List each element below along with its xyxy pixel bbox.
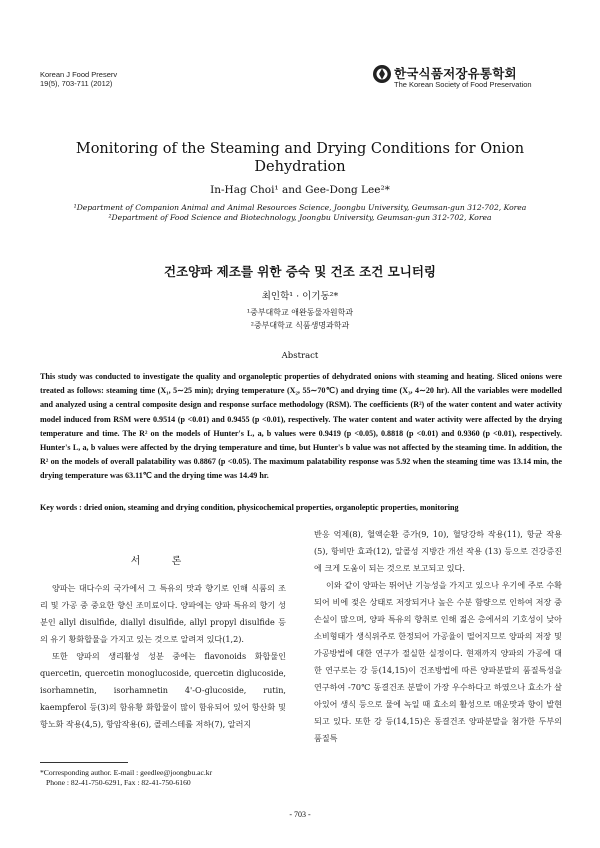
korean-authors: 최인학¹ · 이기동²*	[261, 291, 339, 302]
paragraph: 또한 양파의 생리활성 성분 중에는 flavonoids 화합물인 quercetin, quercetin monoglucoside, quercetin diglucoside, isorhamnetin, isorhamnetin 4'-O-glucoside, rutin, kaempferol 등(3)의 함유황 화합물이 많이 함유되어 있어 항산화 및 항노화 작용(4,5), 항암작용(6), 콜레스테롤 저하(7), 알러지	[40, 651, 286, 729]
korean-affiliation-2: ²중부대학교 식품생명과학과	[250, 321, 350, 330]
society-name-english: The Korean Society of Food Preservation	[394, 80, 532, 89]
journal-citation	[40, 70, 117, 88]
abstract-heading: Abstract	[281, 351, 319, 361]
footnote-divider	[40, 762, 128, 763]
korean-title: 건조양파 제조를 위한 증숙 및 건조 조건 모니터링	[164, 264, 436, 279]
journal-volume: 19(5), 703-711 (2012)	[40, 79, 113, 88]
society-logo-icon	[372, 64, 392, 84]
journal-name: Korean J Food Preserv	[40, 70, 118, 79]
left-column	[40, 580, 286, 733]
page-number: - 703 -	[289, 810, 311, 819]
affiliation-1: ¹Department of Companion Animal and Animal Resources Science, Joongbu University, Geumsan-gun 312-702, Korea	[73, 203, 527, 212]
affiliation-2: ²Department of Food Science and Biotechnology, Joongbu University, Geumsan-gun 312-702, Korea	[108, 213, 492, 222]
footnote-phone: Phone : 82-41-750-6291, Fax : 82-41-750-6160	[46, 778, 191, 787]
society-name-korean: 한국식품저장유통학회	[394, 66, 517, 81]
paragraph: 반응 억제(8), 혈액순환 증가(9, 10), 혈당강하 작용(11), 항균 작용(5), 항비만 효과(12), 알콜성 지방간 개선 작용 (13) 등으로 건강증진에 크게 도움이 되는 것으로 보고되고 있다.	[314, 529, 562, 573]
corresponding-author-footnote	[40, 768, 212, 788]
keywords: Key words : dried onion, steaming and drying condition, physicochemical properties, organoleptic properties, monitoring	[40, 503, 459, 512]
abstract-text: This study was conducted to investigate the quality and organoleptic properties of dehydrated onions with steaming and heating. Sliced onions were treated as follows: steaming time (X₁, 5∼25 min); drying temperature (X₂, 55∼70℃) and drying time (X₃, 4∼20 hr). All the variables were modelled and analyzed using a central composite design and response surface methodology (RSM). The coefficients (R²) of the water content and water activity model induced from RSM were 0.9514 (p <0.01) and 0.9455 (p <0.01), respectively. The water content and water activity were affected by the drying temperature and time. The R² on the models of Hunter's L, a, b values were 0.9419 (p <0.05), 0.8818 (p <0.01) and 0.9360 (p <0.01), respectively. Hunter's L, a, b values were affected by the drying temperature and time, but Hunter's b value was not affected by the steaming time. In addition, the R² on the models of overall palatability was 0.8867 (p <0.05). The maximum palatability response was 5.92 when the steaming time was 13.14 min, the drying temperature was 63.11℃ and the drying time was 14.49 hr.	[40, 372, 562, 481]
korean-affiliation-1: ¹중부대학교 애완동물자원학과	[246, 308, 354, 317]
paper-title: Monitoring of the Steaming and Drying Conditions for Onion Dehydration	[75, 141, 525, 175]
paragraph: 양파는 대다수의 국가에서 그 특유의 맛과 향기로 인해 식품의 조리 및 가공 중 중요한 향신 조미료이다. 양파에는 양파 특유의 향기 성분인 allyl disulfide, diallyl disulfide, allyl propyl disulfide 등의 유기 황화합물을 가지고 있는 것으로 알려져 있다(1,2).	[40, 583, 286, 644]
section-heading-introduction: 서 론	[130, 556, 196, 567]
footnote-email: *Corresponding author. E-mail : geedlee@joongbu.ac.kr	[40, 768, 213, 777]
paragraph: 이와 같이 양파는 뛰어난 기능성을 가지고 있으나 우기에 주로 수확되어 비에 젖은 상태로 저장되거나 높은 수분 함량으로 인하여 저장 중 손실이 많으며, 양파 특유의 향취로 인해 젊은 층에서의 기호성이 낮아 소비형태가 생식위주로 한정되어 가공율이 떨어지므로 양파의 저장 및 가공방법에 대한 연구가 절실한 실정이다. 현재까지 양파의 가공에 대한 연구로는 강 등(14,15)이 건조방법에 따른 양파분말의 품질특성을 연구하여 -70℃ 동결건조 분말이 가장 우수하다고 하였으나 효소가 살아있어 생식 등으로 물에 녹일 때 효소의 활성으로 매운맛과 향이 발현되고 있다. 또한 강 등(14,15)은 동결건조 양파분말을 첨가한 두부의 품질특	[314, 580, 562, 743]
right-column	[314, 526, 562, 747]
paper-authors: In-Hag Choi¹ and Gee-Dong Lee²*	[210, 184, 390, 196]
